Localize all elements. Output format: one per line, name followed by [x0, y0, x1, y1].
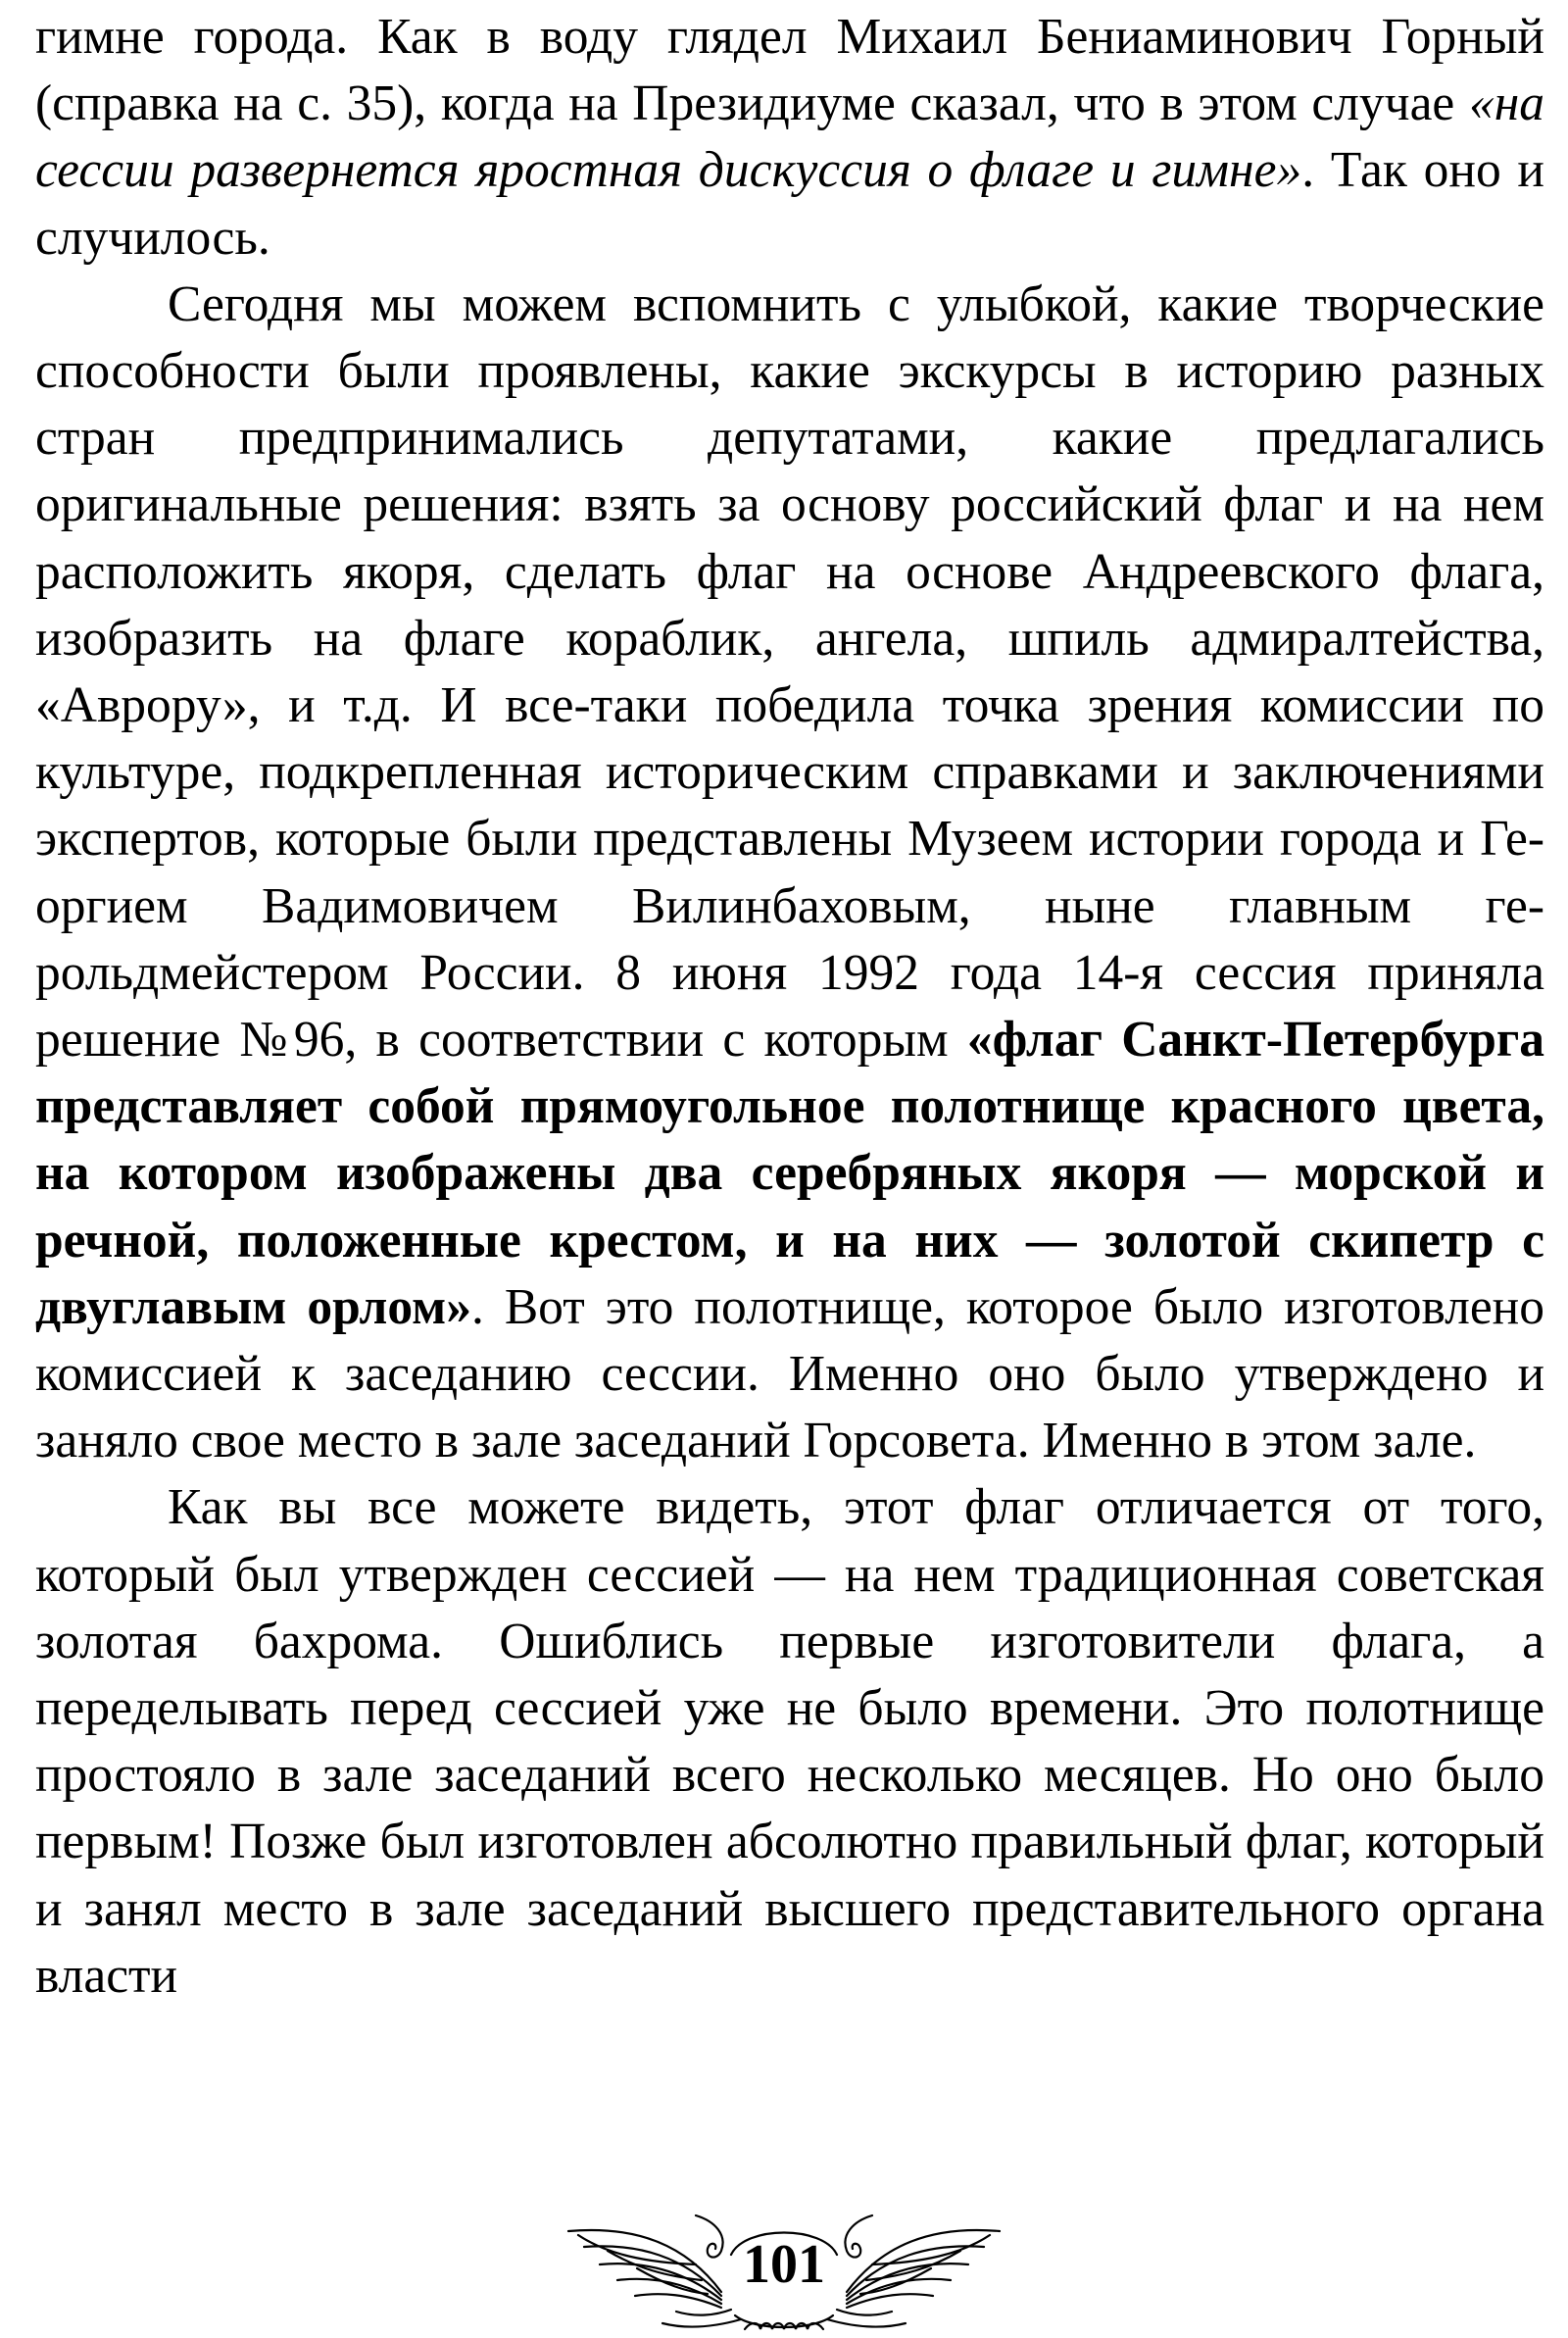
paragraph-3-segment-1: Как вы все можете видеть, этот флаг отличается от того, который был утвержден сессией — на нем традиционная советская золотая бахрома. Ошиблись первые изготовители флага, а переделывать перед сессией уже не было времени. Это полотнище простояло в зале заседаний всего несколько месяцев. Но оно было первым! Позже был изготовлен абсолютно правильный флаг, который и занял место в зале заседаний высшего представительного органа власти [35, 1479, 1544, 2004]
paragraph-3 [35, 1474, 1544, 2010]
paragraph-2-segment-1: Сегодня мы можем вспомнить с улыбкой, какие творческие способности были проявлены, какие экскурсы в историю разных стран предпринимались депутатами, какие предлагались оригинальные решения: взять за основу российский флаг и на нем расположить якоря, сделать флаг на основе Андреевского флага, изобразить на флаге кораблик, ангела, шпиль адмиралтейства, «Аврору», и т.д. И все-таки победила точка зрения комиссии по культуре, подкрепленная историческим справками и заключениями экспертов, которые были представлены Музеем истории города и Георгием Вадимовичем Вилинбаховым, ныне главным герольдмейстером России. 8 июня 1992 года 14-я сессия приняла решение №96, в соответствии с которым [35, 275, 1544, 1069]
paragraph-1-segment-3: . Так оно и случилось. [35, 142, 1544, 266]
paragraph-2 [35, 272, 1544, 1475]
paragraph-2-flag-definition-bold: «флаг Санкт-Петербурга представляет собой прямоугольное полотнище красного цвета, на котором изображены два серебряных якоря — морской и речной, положенные крестом, и на них — золотой скипетр с двуглавым орлом» [35, 1012, 1544, 1335]
page-footer [0, 2186, 1568, 2338]
paragraph-2-segment-3: . Вот это полотнище, которое было изготовлено комиссией к заседанию сессии. Именно оно было утверждено и заняло свое место в зале заседаний Горсовета. Именно в этом зале. [35, 1278, 1544, 1469]
body-text [35, 4, 1544, 2010]
paragraph-1-quote-italic: «на сессии развернется яростная дискуссия о флаге и гимне» [35, 75, 1544, 199]
paragraph-1-segment-1: гимне города. Как в воду глядел Михаил Бениаминович Горный (справка на с. 35), когда на Президиуме сказал, что в этом случае [35, 9, 1544, 132]
page-number: 101 [743, 2234, 825, 2295]
paragraph-1 [35, 4, 1544, 272]
